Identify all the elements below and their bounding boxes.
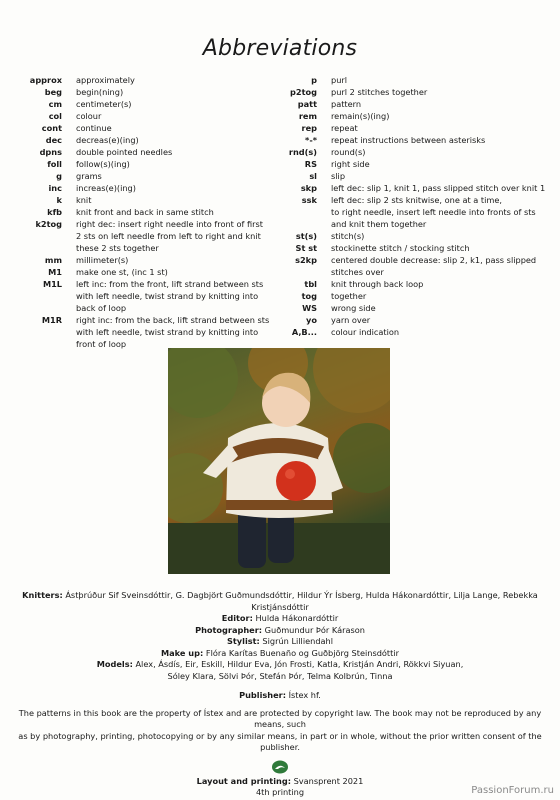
definition-line: round(s): [331, 147, 366, 157]
definition-line: knit front and back in same stitch: [76, 207, 214, 217]
abbreviation-key: WS: [302, 303, 317, 313]
abbreviation-key: s2kp: [295, 255, 317, 265]
abbreviation-row: [285, 74, 555, 86]
makeup-line: [10, 648, 550, 660]
definition-line: double pointed needles: [76, 147, 173, 157]
abbreviation-definition: [76, 278, 295, 314]
abbreviation-row: [285, 314, 555, 326]
definition-line: grams: [76, 171, 102, 181]
page-title: Abbreviations: [202, 36, 358, 61]
definition-line: centimeter(s): [76, 99, 132, 109]
definition-line: to right needle, insert left needle into fronts of sts: [331, 207, 536, 217]
abbreviation-definition: [331, 254, 555, 278]
definition-line: together: [331, 291, 367, 301]
definition-line: stockinette stitch / stocking stitch: [331, 243, 470, 253]
abbreviation-key: *-*: [305, 135, 317, 145]
abbreviation-definition: [76, 206, 295, 218]
swan-ecolabel-icon: [271, 760, 289, 774]
abbreviation-row: [285, 182, 555, 194]
abbreviation-row: [10, 74, 295, 86]
abbreviation-definition: [331, 314, 555, 326]
definition-line: repeat instructions between asterisks: [331, 135, 486, 145]
abbreviation-definition: [331, 302, 555, 314]
definition-line: stitches over: [331, 267, 384, 277]
abbreviation-row: [285, 194, 555, 230]
publisher-line: [10, 690, 550, 702]
abbreviation-definition: [76, 218, 295, 254]
makeup-value: Flóra Karítas Buenaño og Guðbjörg Steinsdóttir: [205, 647, 399, 658]
abbreviation-key: yo: [306, 315, 317, 325]
abbreviation-definition: [76, 86, 295, 98]
abbreviation-definition: [76, 254, 295, 266]
definition-line: colour: [76, 111, 102, 121]
definition-line: repeat: [331, 123, 358, 133]
definition-line: 2 sts on left needle from left to right and knit: [76, 231, 261, 241]
definition-line: remain(s)(ing): [331, 111, 390, 121]
definition-line: these 2 sts together: [76, 243, 159, 253]
abbreviation-key: sl: [309, 171, 317, 181]
definition-line: increas(e)(ing): [76, 183, 136, 193]
definition-line: continue: [76, 123, 112, 133]
photographer-line: [10, 625, 550, 637]
definition-line: millimeter(s): [76, 255, 129, 265]
models-value-1: Alex, Ásdís, Eir, Eskill, Hildur Eva, Jón Frosti, Katla, Kristján Andri, Rökkvi Siyuan,: [135, 659, 464, 669]
abbreviation-definition: [331, 326, 555, 338]
abbreviation-row: [285, 98, 555, 110]
copyright-notice-1: The patterns in this book are the property of Ístex and are protected by copyright law. The book may not be reproduced by any means, such: [18, 707, 542, 729]
knitters-value: Ástþrúður Sif Sveinsdóttir, G. Dagbjört Guðmundsdóttir, Hildur Ýr Ísberg, Hulda Hákonardóttir, Lilja Lange, Rebekka Kristjánsdóttir: [65, 590, 538, 612]
abbreviation-definition: [76, 314, 295, 350]
abbreviation-definition: [331, 182, 555, 194]
abbreviation-key: rnd(s): [288, 147, 317, 157]
abbreviation-key: foll: [47, 159, 62, 169]
definition-line: front of loop: [76, 339, 127, 349]
photographer-label: Photographer:: [195, 624, 263, 635]
abbreviation-definition: [76, 266, 295, 278]
abbreviation-definition: [76, 74, 295, 86]
abbreviation-definition: [331, 170, 555, 182]
abbreviation-key: M1R: [41, 315, 62, 325]
abbreviation-row: [285, 86, 555, 98]
abbreviation-row: [10, 170, 295, 182]
knitters-label: Knitters:: [22, 590, 63, 600]
photo-illustration: [168, 348, 390, 574]
models-label: Models:: [96, 659, 133, 669]
abbreviation-key: ssk: [301, 195, 317, 205]
abbreviation-key: g: [56, 171, 62, 181]
abbreviation-key: p: [311, 75, 317, 85]
definition-line: knit through back loop: [331, 279, 424, 289]
abbreviation-definition: [76, 194, 295, 206]
abbreviation-definition: [76, 134, 295, 146]
abbreviations-right-column: [285, 74, 555, 338]
definition-line: decreas(e)(ing): [76, 135, 139, 145]
abbreviation-definition: [76, 182, 295, 194]
layout-label: Layout and printing:: [196, 775, 291, 786]
definition-line: yarn over: [331, 315, 371, 325]
definition-line: back of loop: [76, 303, 127, 313]
knitters-line: [10, 590, 550, 613]
abbreviation-key: M1L: [42, 279, 62, 289]
abbreviation-definition: [331, 98, 555, 110]
editor-line: [10, 613, 550, 625]
abbreviation-key: A,B...: [291, 327, 317, 337]
abbreviation-definition: [331, 230, 555, 242]
abbreviation-definition: [76, 170, 295, 182]
abbreviation-definition: [331, 194, 555, 230]
definition-line: and knit them together: [331, 219, 427, 229]
abbreviation-key: p2tog: [290, 87, 317, 97]
definition-line: right side: [331, 159, 370, 169]
definition-line: left dec: slip 1, knit 1, pass slipped stitch over knit 1: [331, 183, 546, 193]
definition-line: right inc: from the back, lift strand between sts: [76, 315, 270, 325]
abbreviation-row: [285, 158, 555, 170]
abbreviation-definition: [331, 122, 555, 134]
abbreviation-row: [285, 254, 555, 278]
abbreviation-definition: [331, 290, 555, 302]
abbreviation-row: [10, 158, 295, 170]
abbreviation-key: kfb: [47, 207, 62, 217]
abbreviation-key: rem: [298, 111, 317, 121]
definition-line: purl 2 stitches together: [331, 87, 428, 97]
layout-value: Svansprent 2021: [293, 775, 364, 786]
abbreviation-key: col: [48, 111, 62, 121]
abbreviation-row: [10, 218, 295, 254]
abbreviation-row: [285, 146, 555, 158]
definition-line: with left needle, twist strand by knitting into: [76, 291, 259, 301]
abbreviation-row: [285, 278, 555, 290]
abbreviation-row: [10, 182, 295, 194]
abbreviation-row: [10, 146, 295, 158]
abbreviation-key: approx: [29, 75, 62, 85]
abbreviation-definition: [331, 242, 555, 254]
printing-line: 4th printing: [255, 787, 305, 797]
abbreviation-key: dec: [45, 135, 62, 145]
abbreviation-key: RS: [304, 159, 317, 169]
definition-line: with left needle, twist strand by knitting into: [76, 327, 259, 337]
abbreviation-key: cont: [41, 123, 62, 133]
models-line: [10, 659, 550, 671]
abbreviation-key: k: [56, 195, 62, 205]
publisher-label: Publisher:: [239, 690, 286, 700]
definition-line: right dec: insert right needle into front of first: [76, 219, 263, 229]
credits-block: [10, 590, 550, 799]
definition-line: begin(ning): [76, 87, 124, 97]
abbreviation-key: cm: [48, 99, 62, 109]
abbreviation-key: St st: [295, 243, 317, 253]
abbreviation-definition: [331, 110, 555, 122]
copyright-notice-2: as by photography, printing, photocopying or by any similar means, in part or in whole, without the prior written consent of the publisher.: [18, 730, 542, 752]
abbreviation-row: [285, 122, 555, 134]
abbreviation-definition: [76, 98, 295, 110]
abbreviation-key: tbl: [304, 279, 317, 289]
abbreviation-row: [10, 206, 295, 218]
definition-line: follow(s)(ing): [76, 159, 130, 169]
abbreviation-row: [285, 170, 555, 182]
abbreviation-row: [10, 314, 295, 350]
abbreviation-key: st(s): [295, 231, 317, 241]
definition-line: pattern: [331, 99, 362, 109]
definition-line: purl: [331, 75, 348, 85]
publisher-value: Ístex hf.: [288, 690, 321, 700]
abbreviation-row: [10, 278, 295, 314]
abbreviation-key: dpns: [39, 147, 62, 157]
abbreviation-row: [10, 194, 295, 206]
abbreviations-left-column: [10, 74, 295, 350]
abbreviation-key: patt: [297, 99, 317, 109]
abbreviation-definition: [331, 278, 555, 290]
definition-line: slip: [331, 171, 346, 181]
abbreviation-row: [10, 122, 295, 134]
editor-value: Hulda Hákonardóttir: [255, 613, 339, 623]
abbreviation-row: [10, 134, 295, 146]
definition-line: centered double decrease: slip 2, k1, pass slipped: [331, 255, 537, 265]
abbreviation-row: [285, 290, 555, 302]
models-line-2: Sóley Klara, Sölvi Þór, Stefán Þór, Telma Kolbrún, Tinna: [167, 670, 393, 681]
abbreviation-row: [10, 254, 295, 266]
definition-line: approximately: [76, 75, 135, 85]
definition-line: knit: [76, 195, 92, 205]
stylist-value: Sigrún Lilliendahl: [262, 636, 334, 646]
editor-label: Editor:: [221, 613, 253, 623]
abbreviation-row: [285, 134, 555, 146]
abbreviation-row: [10, 86, 295, 98]
definition-line: stitch(s): [331, 231, 365, 241]
abbreviation-key: tog: [301, 291, 317, 301]
abbreviation-key: inc: [48, 183, 62, 193]
definition-line: left dec: slip 2 sts knitwise, one at a time,: [331, 195, 503, 205]
abbreviation-key: rep: [301, 123, 317, 133]
abbreviation-definition: [76, 110, 295, 122]
abbreviation-definition: [76, 122, 295, 134]
stylist-line: [10, 636, 550, 648]
abbreviation-key: k2tog: [35, 219, 62, 229]
abbreviation-row: [285, 326, 555, 338]
watermark: PassionForum.ru: [471, 785, 554, 796]
photographer-value: Guðmundur Þór Kárason: [264, 624, 365, 635]
abbreviation-row: [285, 242, 555, 254]
abbreviation-row: [285, 302, 555, 314]
abbreviation-definition: [331, 146, 555, 158]
abbreviation-key: skp: [300, 183, 317, 193]
layout-line: [10, 776, 550, 788]
abbreviation-definition: [76, 158, 295, 170]
definition-line: wrong side: [331, 303, 376, 313]
abbreviation-definition: [331, 158, 555, 170]
abbreviation-row: [10, 266, 295, 278]
abbreviation-row: [285, 230, 555, 242]
abbreviation-definition: [331, 74, 555, 86]
stylist-label: Stylist:: [226, 636, 260, 646]
makeup-label: Make up:: [161, 647, 204, 658]
abbreviation-key: mm: [44, 255, 62, 265]
abbreviation-definition: [331, 134, 555, 146]
abbreviation-key: beg: [44, 87, 62, 97]
definition-line: left inc: from the front, lift strand between sts: [76, 279, 264, 289]
abbreviation-definition: [331, 86, 555, 98]
abbreviation-row: [10, 110, 295, 122]
abbreviation-definition: [76, 146, 295, 158]
definition-line: make one st, (inc 1 st): [76, 267, 168, 277]
abbreviation-row: [10, 98, 295, 110]
child-with-ball-photo: [168, 348, 390, 574]
abbreviation-key: M1: [48, 267, 62, 277]
abbreviation-row: [285, 110, 555, 122]
definition-line: colour indication: [331, 327, 400, 337]
